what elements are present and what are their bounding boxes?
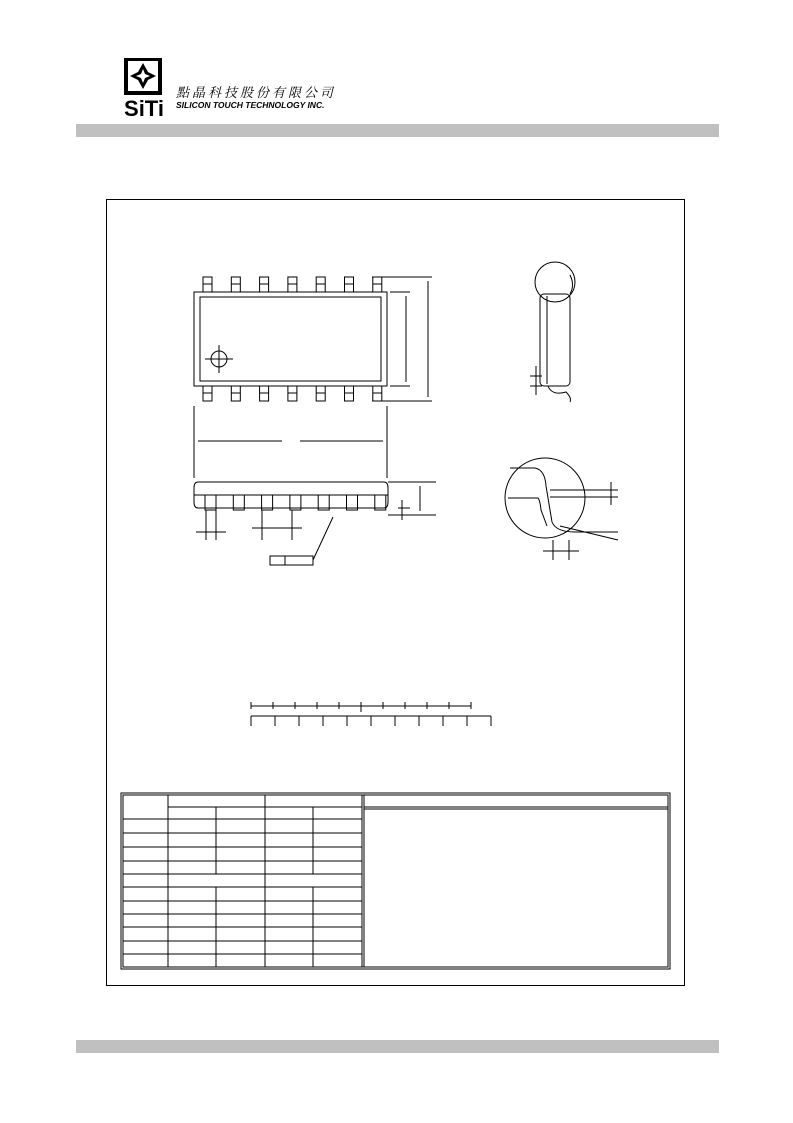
- top-view: [194, 277, 432, 478]
- tolerance-box: [270, 556, 313, 565]
- dimension-table: [121, 793, 670, 969]
- package-inner-outline: [200, 297, 381, 381]
- scale-bars: [251, 702, 491, 726]
- end-view: [530, 262, 575, 402]
- company-name-en: SILICON TOUCH TECHNOLOGY INC.: [176, 100, 325, 110]
- pin1-marker: [205, 345, 233, 373]
- company-name-zh: 點晶科技股份有限公司: [176, 86, 337, 101]
- package-body: [194, 292, 387, 386]
- top-pins: [203, 277, 382, 292]
- logo-text: SiTi: [124, 96, 164, 118]
- side-view: [194, 482, 436, 565]
- bottom-pins: [203, 386, 382, 401]
- lead-detail-view: [505, 458, 618, 560]
